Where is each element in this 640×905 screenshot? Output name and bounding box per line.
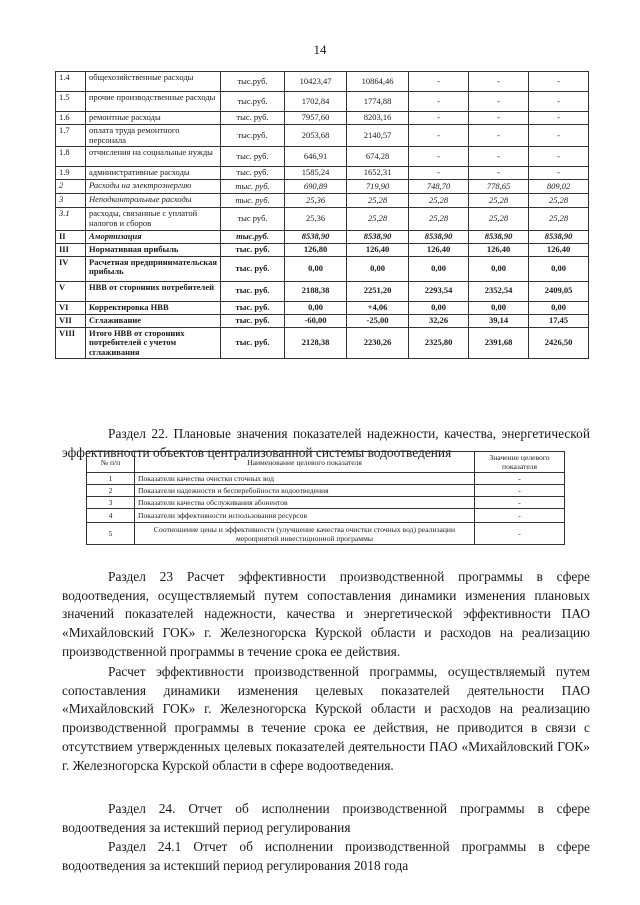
table-row xyxy=(56,243,589,256)
row-value: - xyxy=(409,112,469,125)
row-unit: тыс. руб. xyxy=(221,314,285,327)
table-row xyxy=(56,301,589,314)
row-value: 25,28 xyxy=(409,194,469,208)
row-value: - xyxy=(529,167,589,180)
row-unit: тыс. руб. xyxy=(221,301,285,314)
indicator-number: 1 xyxy=(87,473,135,485)
indicator-value: - xyxy=(475,497,565,509)
row-value: 25,28 xyxy=(409,208,469,231)
indicator-number: 4 xyxy=(87,509,135,523)
row-name: отчисления на социальные нужды xyxy=(86,147,221,167)
row-value: - xyxy=(529,147,589,167)
table-row xyxy=(56,180,589,194)
indicator-row xyxy=(87,509,565,523)
table-row xyxy=(56,314,589,327)
indicators-header-row xyxy=(87,452,565,473)
row-value: - xyxy=(529,92,589,112)
row-value: - xyxy=(409,92,469,112)
indicator-name: Показатели качества обслуживания абонентов xyxy=(135,497,475,509)
row-number: VII xyxy=(56,314,86,327)
row-number: VIII xyxy=(56,327,86,359)
expenses-table xyxy=(55,71,589,359)
row-value: 8538,90 xyxy=(285,231,347,244)
row-name: расходы, связанные с уплатой налогов и сборов xyxy=(86,208,221,231)
row-value: - xyxy=(409,125,469,147)
row-value: 1702,84 xyxy=(285,92,347,112)
header-value: Значение целевого показателя xyxy=(475,452,565,473)
indicator-value: - xyxy=(475,485,565,497)
indicator-name: Показатели надежности и бесперебойности водоотведения xyxy=(135,485,475,497)
row-value: 674,28 xyxy=(347,147,409,167)
row-value: 25,28 xyxy=(529,194,589,208)
row-value: - xyxy=(529,125,589,147)
row-value: 25,28 xyxy=(469,208,529,231)
row-unit: тыс. руб. xyxy=(221,147,285,167)
row-name: общехозяйственные расходы xyxy=(86,72,221,92)
row-value: 1774,88 xyxy=(347,92,409,112)
row-unit: тыс. руб. xyxy=(221,281,285,301)
row-value: 32,26 xyxy=(409,314,469,327)
row-value: 2128,38 xyxy=(285,327,347,359)
table-row xyxy=(56,256,589,281)
row-unit: тыс.руб. xyxy=(221,125,285,147)
row-unit: тыс руб. xyxy=(221,208,285,231)
page-number: 14 xyxy=(313,42,327,57)
indicator-number: 3 xyxy=(87,497,135,509)
row-value: 2293,54 xyxy=(409,281,469,301)
indicator-row xyxy=(87,523,565,545)
row-number: 1.7 xyxy=(56,125,86,147)
row-number: II xyxy=(56,231,86,244)
row-value: 25,36 xyxy=(285,208,347,231)
table-row xyxy=(56,194,589,208)
section-24-heading: Раздел 24. Отчет об исполнении производственной программы в сфере водоотведения за истекший период регулирования xyxy=(62,801,590,835)
row-name: Расходы на электроэнергию xyxy=(86,180,221,194)
row-value: 0,00 xyxy=(347,256,409,281)
row-value: - xyxy=(469,147,529,167)
row-value: - xyxy=(529,112,589,125)
row-value: 2391,68 xyxy=(469,327,529,359)
row-value: 0,00 xyxy=(409,301,469,314)
row-value: 8203,16 xyxy=(347,112,409,125)
section-24-1-heading: Раздел 24.1 Отчет об исполнении производственной программы в сфере водоотведения за истекший период регулирования 2018 года xyxy=(62,839,590,873)
row-value: 778,65 xyxy=(469,180,529,194)
row-value: 0,00 xyxy=(285,256,347,281)
row-value: 0,00 xyxy=(529,301,589,314)
table-row xyxy=(56,327,589,359)
row-value: 25,28 xyxy=(347,208,409,231)
table-row xyxy=(56,92,589,112)
row-value: 2140,57 xyxy=(347,125,409,147)
row-value: 2230,26 xyxy=(347,327,409,359)
row-number: 1.9 xyxy=(56,167,86,180)
row-value: - xyxy=(469,92,529,112)
row-value: 2251,20 xyxy=(347,281,409,301)
row-value: 25,36 xyxy=(285,194,347,208)
table-row xyxy=(56,112,589,125)
row-name: прочие производственные расходы xyxy=(86,92,221,112)
row-name: Сглаживание xyxy=(86,314,221,327)
row-unit: тыс.руб. xyxy=(221,92,285,112)
row-value: 8538,90 xyxy=(469,231,529,244)
row-value: 126,40 xyxy=(409,243,469,256)
row-name: Нормативная прибыль xyxy=(86,243,221,256)
row-number: VI xyxy=(56,301,86,314)
row-value: 25,28 xyxy=(529,208,589,231)
row-unit: тыс. руб. xyxy=(221,194,285,208)
row-value: - xyxy=(409,147,469,167)
row-value: 1585,24 xyxy=(285,167,347,180)
indicators-table xyxy=(86,451,565,545)
row-value: 126,80 xyxy=(285,243,347,256)
row-unit: тыс.руб. xyxy=(221,72,285,92)
row-value: 1652,31 xyxy=(347,167,409,180)
table-row xyxy=(56,125,589,147)
row-number: III xyxy=(56,243,86,256)
indicator-name: Соотношение цены и эффективности (улучшение качества очистки сточных вод) реализации мероприятий инвестиционной программы xyxy=(135,523,475,545)
row-number: 3 xyxy=(56,194,86,208)
row-value: 7957,60 xyxy=(285,112,347,125)
row-value: 809,02 xyxy=(529,180,589,194)
row-number: IV xyxy=(56,256,86,281)
row-unit: тыс. руб. xyxy=(221,243,285,256)
row-value: 748,70 xyxy=(409,180,469,194)
row-value: 2352,54 xyxy=(469,281,529,301)
row-value: 690,89 xyxy=(285,180,347,194)
row-number: 1.5 xyxy=(56,92,86,112)
indicator-value: - xyxy=(475,473,565,485)
header-name: Наименование целевого показателя xyxy=(135,452,475,473)
row-unit: тыс.руб. xyxy=(221,231,285,244)
table-row xyxy=(56,167,589,180)
row-value: - xyxy=(409,167,469,180)
row-value: - xyxy=(529,72,589,92)
row-value: 2053,68 xyxy=(285,125,347,147)
row-value: - xyxy=(409,72,469,92)
row-value: 25,28 xyxy=(347,194,409,208)
indicator-number: 5 xyxy=(87,523,135,545)
row-value: 2325,80 xyxy=(409,327,469,359)
header-num: № п/п xyxy=(87,452,135,473)
row-value: 17,45 xyxy=(529,314,589,327)
indicator-value: - xyxy=(475,509,565,523)
row-value: 10864,46 xyxy=(347,72,409,92)
efficiency-paragraph: Расчет эффективности производственной программы, осуществляемый путем сопоставления динамики изменения целевых показателей деятельности ПАО «Михайловский ГОК» г. Железногорска Курской области и расходов на реализацию производственной программы в течение срока ее действия, не приводится в связи с отсутствием утвержденных целевых показателей деятельности ПАО «Михайловский ГОК» г. Железногорска Курской области в сфере водоотведения. xyxy=(62,664,590,773)
row-number: V xyxy=(56,281,86,301)
indicator-name: Показатели качества очистки сточных вод xyxy=(135,473,475,485)
row-value: -25,00 xyxy=(347,314,409,327)
row-unit: тыс. руб. xyxy=(221,180,285,194)
row-unit: тыс. руб. xyxy=(221,112,285,125)
row-number: 2 xyxy=(56,180,86,194)
row-value: 126,40 xyxy=(347,243,409,256)
row-name: Корректировка НВВ xyxy=(86,301,221,314)
row-name: Амортизация xyxy=(86,231,221,244)
table-row xyxy=(56,147,589,167)
row-unit: тыс. руб. xyxy=(221,167,285,180)
row-value: -60,00 xyxy=(285,314,347,327)
row-value: 126,40 xyxy=(529,243,589,256)
section-23-text: Раздел 23 Расчет эффективности производственной программы в сфере водоотведения, осуществляемый путем сопоставления динамики изменения плановых значений показателей надежности, качества и энергетической эффективности ПАО «Михайловский ГОК» г. Железногорска Курской области и расходов на реализацию производственной программы в течение срока ее действия. xyxy=(62,569,590,659)
row-value: 0,00 xyxy=(285,301,347,314)
row-name: оплата труда ремонтного персонала xyxy=(86,125,221,147)
indicator-value: - xyxy=(475,523,565,545)
row-value: 10423,47 xyxy=(285,72,347,92)
row-value: - xyxy=(469,112,529,125)
row-name: ремонтные расходы xyxy=(86,112,221,125)
row-value: 8538,90 xyxy=(409,231,469,244)
row-value: 8538,90 xyxy=(347,231,409,244)
row-value: 0,00 xyxy=(469,256,529,281)
row-value: 0,00 xyxy=(529,256,589,281)
row-name: НВВ от сторонних потребителей xyxy=(86,281,221,301)
row-value: +4,06 xyxy=(347,301,409,314)
row-value: 8538,90 xyxy=(529,231,589,244)
indicator-number: 2 xyxy=(87,485,135,497)
row-value: 0,00 xyxy=(469,301,529,314)
row-number: 3.1 xyxy=(56,208,86,231)
table-row xyxy=(56,72,589,92)
row-number: 1.8 xyxy=(56,147,86,167)
indicator-name: Показатели эффективности использования ресурсов xyxy=(135,509,475,523)
row-name: административные расходы xyxy=(86,167,221,180)
indicator-row xyxy=(87,485,565,497)
table-row xyxy=(56,231,589,244)
row-value: - xyxy=(469,125,529,147)
row-value: 2188,38 xyxy=(285,281,347,301)
table-row xyxy=(56,281,589,301)
row-number: 1.6 xyxy=(56,112,86,125)
row-number: 1.4 xyxy=(56,72,86,92)
row-value: 2409,05 xyxy=(529,281,589,301)
row-unit: тыс. руб. xyxy=(221,327,285,359)
row-value: 2426,50 xyxy=(529,327,589,359)
row-value: - xyxy=(469,167,529,180)
row-value: 719,90 xyxy=(347,180,409,194)
row-value: 25,28 xyxy=(469,194,529,208)
indicator-row xyxy=(87,473,565,485)
row-value: 0,00 xyxy=(409,256,469,281)
row-name: Расчетная предпринимательская прибыль xyxy=(86,256,221,281)
indicator-row xyxy=(87,497,565,509)
section-22-heading: Раздел 22. Плановые значения показателей надежности, качества, энергетической эффективности объектов централизованной системы водоотведения xyxy=(62,426,590,460)
row-value: 126,40 xyxy=(469,243,529,256)
row-value: - xyxy=(469,72,529,92)
row-value: 39,14 xyxy=(469,314,529,327)
row-value: 646,91 xyxy=(285,147,347,167)
row-name: Неподконтрольные расходы xyxy=(86,194,221,208)
row-unit: тыс. руб. xyxy=(221,256,285,281)
table-row xyxy=(56,208,589,231)
row-name: Итого НВВ от сторонних потребителей с учетом сглаживания xyxy=(86,327,221,359)
